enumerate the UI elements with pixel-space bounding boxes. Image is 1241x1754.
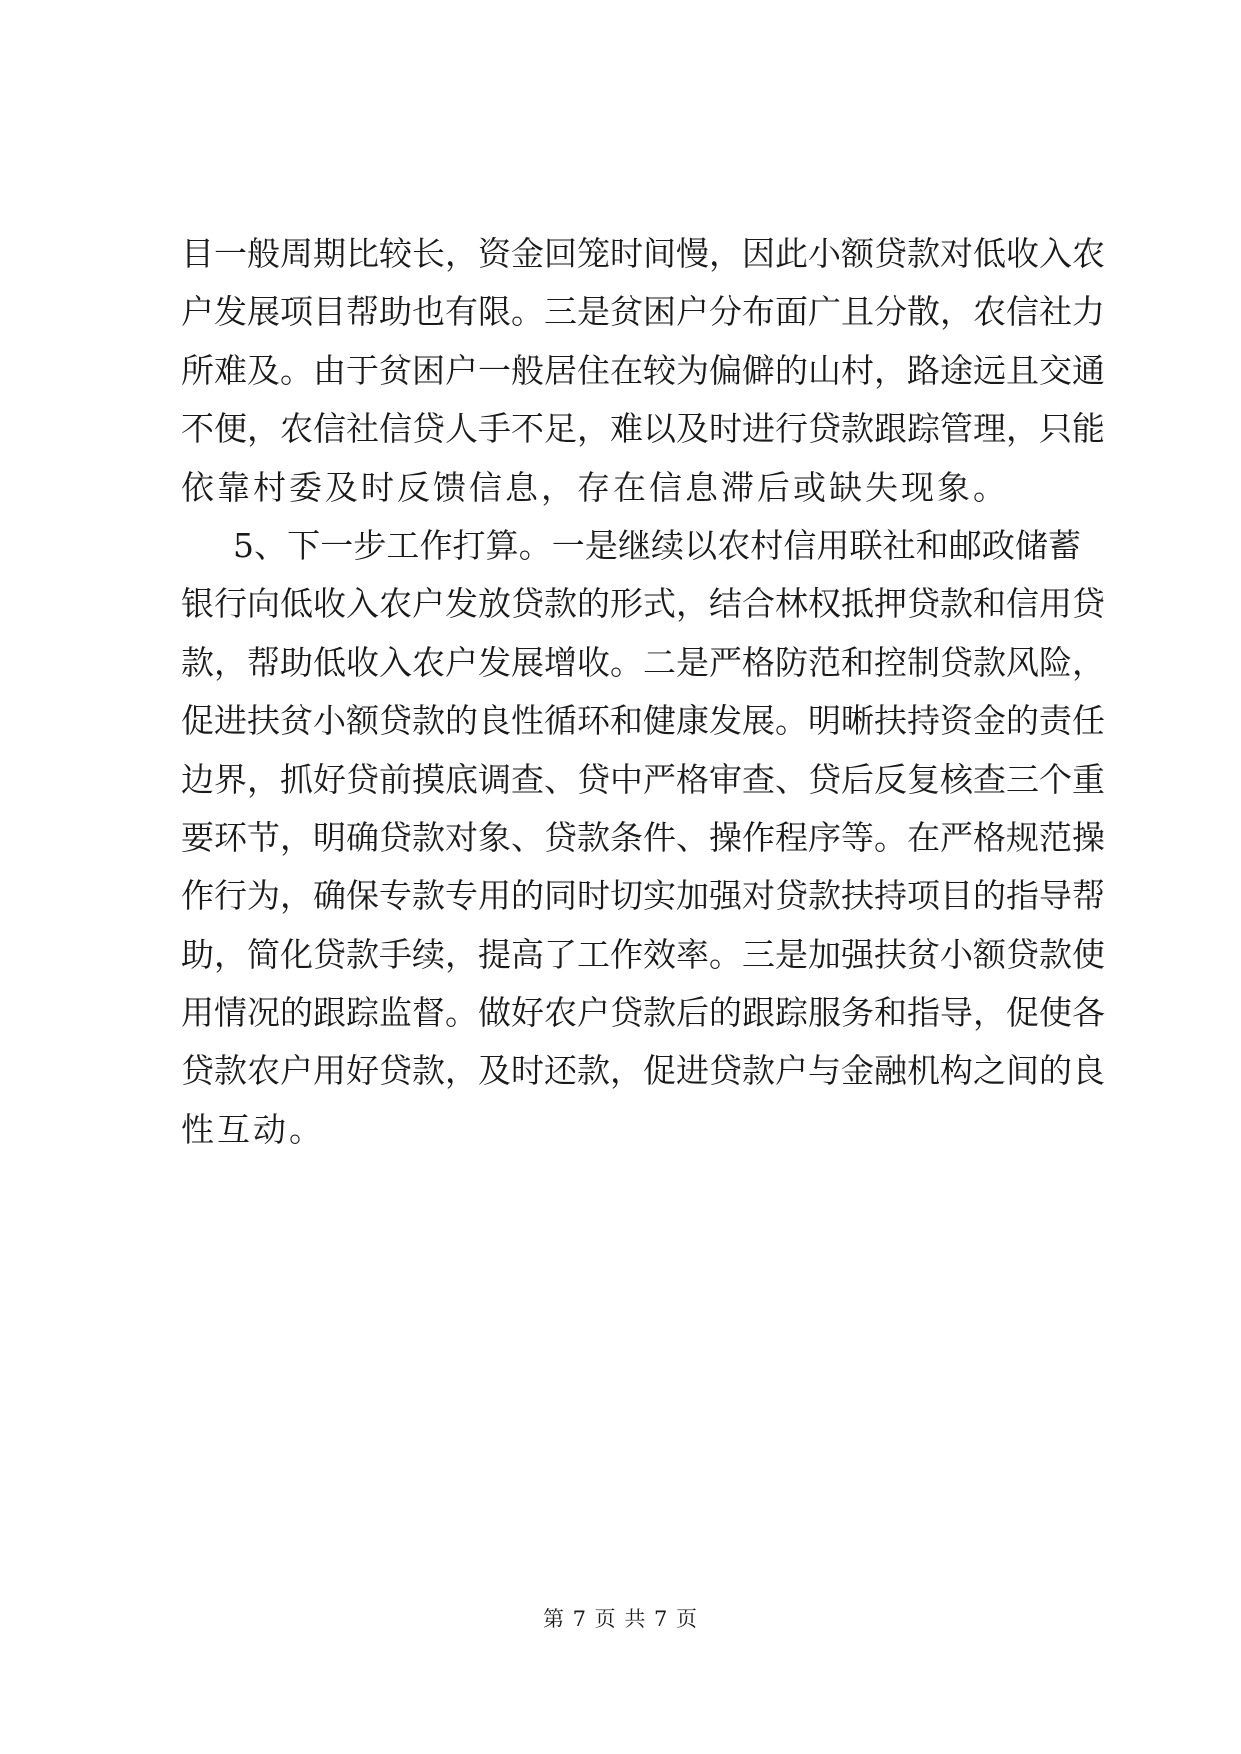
text-line: 目一般周期比较长，资金回笼时间慢，因此小额贷款对低收入农 [181, 234, 1105, 273]
text-line: 作行为，确保专款专用的同时切实加强对贷款扶持项目的指导帮 [181, 876, 1105, 916]
text-line: 贷款农户用好贷款，及时还款，促进贷款户与金融机构之间的良 [181, 1051, 1105, 1091]
text-line: 用情况的跟踪监督。做好农户贷款后的跟踪服务和指导，促使各 [181, 993, 1105, 1033]
text-line: 银行向低收入农户发放贷款的形式，结合林权抵押贷款和信用贷 [181, 584, 1105, 624]
text-line: 所难及。由于贫困户一般居住在较为偏僻的山村，路途远且交通 [181, 350, 1105, 390]
text-line: 促进扶贫小额贷款的良性循环和健康发展。明晰扶持资金的责任 [181, 701, 1105, 741]
text-line: 助，简化贷款手续，提高了工作效率。三是加强扶贫小额贷款使 [181, 934, 1105, 974]
text-line: 要环节，明确贷款对象、贷款条件、操作程序等。在严格规范操 [181, 817, 1105, 857]
text-line: 户发展项目帮助也有限。三是贫困户分布面广且分散，农信社力 [181, 292, 1105, 332]
text-line: 性互动。 [181, 1109, 325, 1149]
page-number-footer: 第 7 页 共 7 页 [542, 1607, 699, 1631]
document-body [181, 225, 1105, 1159]
text-line: 不便，农信社信贷人手不足，难以及时进行贷款跟踪管理，只能 [181, 409, 1105, 449]
text-line: 边界，抓好贷前摸底调查、贷中严格审查、贷后反复核查三个重 [181, 759, 1105, 799]
paragraph-first-line: 5、下一步工作打算。一是继续以农村信用联社和邮政储蓄 [233, 525, 1081, 565]
text-line: 依靠村委及时反馈信息，存在信息滞后或缺失现象。 [181, 467, 1009, 507]
text-line: 款，帮助低收入农户发展增收。二是严格防范和控制贷款风险， [181, 642, 1105, 682]
